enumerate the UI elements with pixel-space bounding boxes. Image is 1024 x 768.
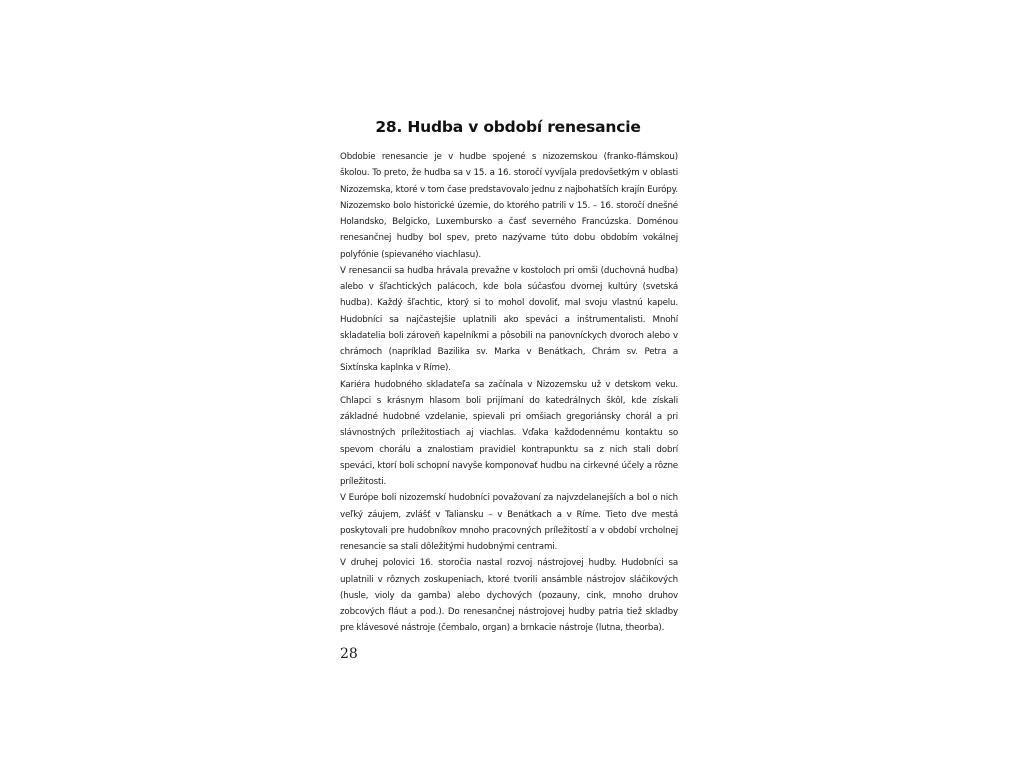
page-number: 28 (340, 646, 358, 662)
page-title: 28. Hudba v období renesancie (375, 118, 641, 136)
paragraph: Kariéra hudobného skladateľa sa začínala v Nizozemsku už v detskom veku. Chlapci s krásnym hlasom boli prijímaní do katedrálnych škôl, kde získali základné hudobné vzdelanie, spievali pri omšiach gregoriánsky chorál a pri slávnostných príležitostiach aj viachlas. Vďaka každodennému kontaktu so spevom chorálu a znalostiam pravidiel kontrapunktu sa z nich stali dobrí speváci, ktorí boli schopní navyše komponovať hudbu na cirkevné účely a rôzne príležitosti. (340, 379, 678, 487)
paragraph: V druhej polovici 16. storočia nastal rozvoj nástrojovej hudby. Hudobníci sa uplatnili v rôznych zoskupeniach, ktoré tvorili ansámble nástrojov sláčikových (husle, violy da gamba) alebo dychových (pozauny, cink, mnoho druhov zobcových fláut a pod.). Do renesančnej nástrojovej hudby patria tiež skladby pre klávesové nástroje (čembalo, organ) a brnkacie nástroje (lutna, theorba). (340, 558, 678, 634)
body-text (340, 149, 678, 637)
paragraph: V Európe boli nizozemskí hudobníci považovaní za najvzdelanejších a bol o nich veľký záujem, zvlášť v Taliansku – v Benátkach a v Ríme. Tieto dve mestá poskytovali pre hudobníkov mnoho pracovných príležitostí a v období vrcholnej renesancie sa stali dôležitými hudobnými centrami. (340, 493, 678, 552)
paragraph: V renesancii sa hudba hrávala prevažne v kostoloch pri omši (duchovná hudba) alebo v šľachtických palácoch, kde bola súčasťou dvornej kultúry (svetská hudba). Každý šľachtic, ktorý si to mohol dovoliť, mal svoju vlastnú kapelu. Hudobníci sa najčastejšie uplatnili ako speváci a inštrumentalisti. Mnohí skladatelia boli zároveň kapelníkmi a pôsobili na panovníckych dvoroch alebo v chrámoch (napríklad Bazilika sv. Marka v Benátkach, Chrám sv. Petra a Sixtínska kaplnka v Ríme). (340, 265, 678, 374)
paragraph: Obdobie renesancie je v hudbe spojené s nizozemskou (franko-flámskou) školou. To preto, že hudba sa v 15. a 16. storočí vyvíjala predovšetkým v oblasti Nizozemska, ktoré v tom čase predstavovalo jednu z najbohatších krajín Európy. Nizozemsko bolo historické územie, do ktorého patrili v 15. – 16. storočí dnešné Holandsko, Belgicko, Luxembursko a časť severného Francúzska. Doménou renesančnej hudby bol spev, preto nazývame túto dobu obdobím vokálnej polyfónie (spievaného viachlasu). (340, 152, 678, 260)
